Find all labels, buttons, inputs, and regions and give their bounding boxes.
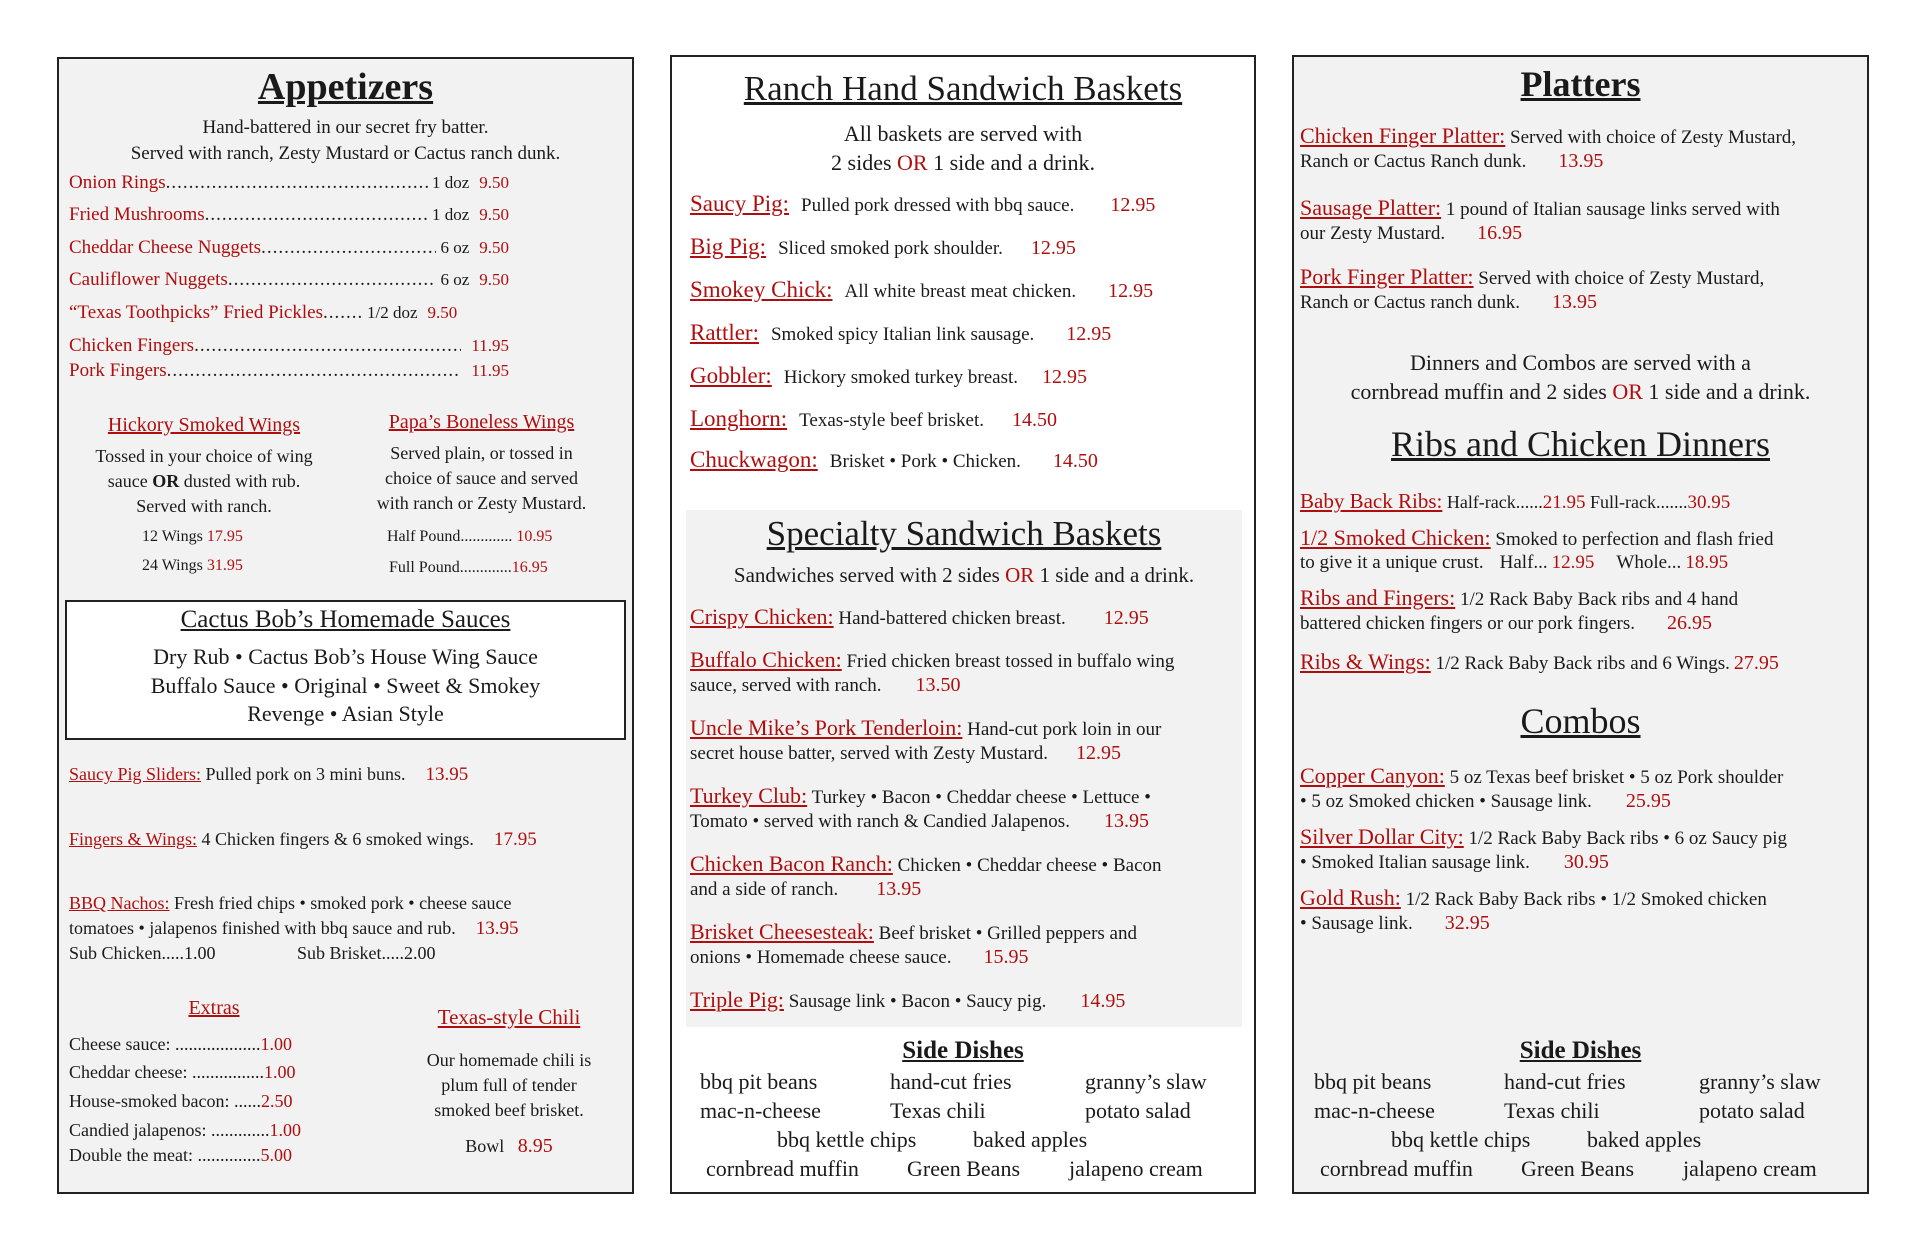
ranch-item-price: 12.95 — [1110, 194, 1156, 216]
side-item: Green Beans — [907, 1156, 1021, 1181]
appetizer-name: Fried Mushrooms — [69, 204, 205, 225]
nachos-desc-1: Fresh fried chips • smoked pork • cheese sauce — [169, 893, 512, 913]
appetizer-name: Chicken Fingers — [69, 335, 195, 356]
appetizer-size: 1/2 doz — [366, 303, 418, 322]
platter-item — [1300, 195, 1780, 221]
nachos-price: 13.95 — [475, 918, 519, 939]
side-item: jalapeno cream — [1069, 1156, 1203, 1181]
dinner-item — [1300, 489, 1730, 514]
combo-name: Gold Rush: — [1300, 885, 1401, 910]
appetizer-item — [69, 172, 509, 194]
boneless-option-price: 10.95 — [516, 528, 553, 545]
appetizer-name: Onion Rings — [69, 172, 166, 193]
extra-name: Cheese sauce: ................... — [69, 1034, 261, 1054]
specialty-item — [690, 783, 1151, 809]
platter-desc-1: Served with choice of Zesty Mustard, — [1505, 127, 1797, 148]
specialty-item-desc: Fried chicken breast tossed in buffalo wing — [841, 651, 1175, 672]
appetizer-name: Pork Fingers — [69, 360, 167, 381]
side-item: potato salad — [1085, 1098, 1191, 1123]
specialty-item-desc: Hand-battered chicken breast. — [833, 608, 1066, 629]
specialty-item-line-2 — [690, 946, 1028, 969]
side-item: bbq pit beans — [700, 1069, 818, 1094]
specialty-item-name: Chicken Bacon Ranch: — [690, 851, 893, 876]
sauces-line-1: Dry Rub • Cactus Bob’s House Wing Sauce — [153, 644, 538, 669]
dinner-desc-2: to give it a unique crust. — [1300, 552, 1484, 573]
ranch-item — [690, 191, 1155, 217]
dinner-note-2b: 1 side and a drink. — [1642, 379, 1811, 404]
ranch-item-name: Rattler: — [690, 320, 759, 345]
appetizer-name: Cheddar Cheese Nuggets — [69, 237, 262, 258]
appetizer-item — [69, 302, 509, 324]
specialty-item-price: 13.95 — [876, 878, 922, 900]
nachos-name: BBQ Nachos: — [69, 893, 170, 913]
side-item: bbq kettle chips — [1391, 1127, 1531, 1152]
specialty-panel — [686, 510, 1242, 1027]
specialty-item-price: 14.95 — [1080, 990, 1126, 1012]
chili-desc-2: plum full of tender — [441, 1075, 577, 1095]
boneless-option-label: Full Pound — [389, 559, 460, 576]
side-item: potato salad — [1699, 1098, 1805, 1123]
platter-item-line-2 — [1300, 291, 1597, 314]
side-item: hand-cut fries — [890, 1069, 1012, 1094]
wings-desc-3: Served with ranch. — [136, 496, 272, 516]
appetizer-price: 9.50 — [479, 205, 509, 224]
dinner-half-price: 21.95 — [1542, 492, 1586, 513]
sides-list — [672, 1069, 1254, 1179]
extra-item — [69, 1145, 292, 1166]
dinner-item — [1300, 585, 1738, 611]
appetizer-item — [69, 335, 509, 357]
dinner-price: 27.95 — [1733, 652, 1779, 674]
fingers-wings-name: Fingers & Wings: — [69, 829, 197, 849]
appetizer-item — [69, 204, 509, 226]
combo-desc-2: • 5 oz Smoked chicken • Sausage link. — [1300, 791, 1592, 812]
nachos-sub-brisket: Sub Brisket.....2.00 — [297, 943, 436, 963]
ranch-sub-1: All baskets are served with — [843, 121, 1083, 146]
platter-name: Sausage Platter: — [1300, 195, 1442, 220]
specialty-item-line-2 — [690, 674, 961, 697]
dinner-half-price: 12.95 — [1551, 552, 1595, 573]
sauces-title: Cactus Bob’s Homemade Sauces — [180, 606, 511, 633]
ranch-title: Ranch Hand Sandwich Baskets — [743, 69, 1183, 108]
dinner-note-2a: cornbread muffin and 2 sides — [1350, 379, 1613, 404]
appetizer-item — [69, 237, 509, 259]
specialty-item-desc-2: sauce, served with ranch. — [690, 675, 882, 696]
wings-desc-2 — [59, 471, 349, 492]
side-item: jalapeno cream — [1683, 1156, 1817, 1181]
nachos-item — [69, 893, 512, 914]
specialty-item — [690, 715, 1161, 741]
ranch-item-name: Smokey Chick: — [690, 277, 833, 302]
sides-title: Side Dishes — [902, 1037, 1024, 1064]
combo-desc-1: 5 oz Texas beef brisket • 5 oz Pork shoulder — [1444, 767, 1784, 788]
wings-title: Hickory Smoked Wings — [107, 414, 301, 436]
ranch-item-name: Chuckwagon: — [690, 447, 818, 472]
ranch-item-price: 12.95 — [1066, 323, 1112, 345]
extra-item — [69, 1034, 292, 1055]
platters-title: Platters — [1520, 64, 1641, 104]
platter-price: 13.95 — [1558, 150, 1604, 172]
combo-desc-2: • Sausage link. — [1300, 913, 1413, 934]
side-item: granny’s slaw — [1699, 1069, 1821, 1094]
extra-item — [69, 1062, 295, 1083]
combo-desc-1: 1/2 Rack Baby Back ribs • 6 oz Saucy pig — [1463, 828, 1788, 849]
extra-name: Candied jalapenos: ............. — [69, 1120, 270, 1140]
specialty-item-desc: Chicken • Cheddar cheese • Bacon — [892, 855, 1162, 876]
boneless-desc-3: with ranch or Zesty Mustard. — [376, 493, 587, 513]
ranch-item-desc: Pulled pork dressed with bbq sauce. — [801, 195, 1075, 216]
ranch-sub-2a: 2 sides — [831, 150, 898, 175]
appetizer-price: 9.50 — [479, 270, 509, 289]
specialty-item-price: 12.95 — [1076, 742, 1122, 764]
ranch-item — [690, 320, 1111, 346]
dinner-desc-1: 1/2 Rack Baby Back ribs and 4 hand — [1455, 589, 1739, 610]
specialty-item-name: Uncle Mike’s Pork Tenderloin: — [690, 715, 963, 740]
specialty-item — [690, 851, 1162, 877]
chili-bowl-label: Bowl — [465, 1136, 505, 1156]
dinner-desc: 1/2 Rack Baby Back ribs and 6 Wings. — [1430, 653, 1730, 674]
appetizer-price: 11.95 — [471, 361, 509, 380]
specialty-title: Specialty Sandwich Baskets — [766, 514, 1162, 553]
specialty-item — [690, 919, 1137, 945]
dinner-price: 26.95 — [1667, 612, 1713, 634]
ranch-sub-2b: 1 side and a drink. — [927, 150, 1095, 175]
platter-item-line-2 — [1300, 222, 1522, 245]
appetizer-size: 6 oz — [440, 238, 470, 257]
sliders-item — [69, 764, 468, 786]
combo-price: 30.95 — [1563, 851, 1609, 873]
fingers-wings-item — [69, 829, 537, 851]
specialty-item-line-2 — [690, 742, 1121, 765]
wings-option-label: 12 Wings — [142, 528, 203, 545]
combo-item-line-2 — [1300, 790, 1671, 813]
platter-item-line-2 — [1300, 150, 1603, 173]
wings-option — [142, 528, 243, 546]
specialty-item-line-2 — [690, 810, 1149, 833]
side-item: Green Beans — [1521, 1156, 1635, 1181]
specialty-item-desc: Hand-cut pork loin in our — [962, 719, 1162, 740]
dinner-desc-2: battered chicken fingers or our pork fingers. — [1300, 613, 1636, 634]
appetizers-panel — [57, 57, 634, 1194]
dinner-full-label: Full-rack....... — [1585, 492, 1688, 512]
extra-price: 1.00 — [260, 1034, 292, 1054]
ranch-item — [690, 447, 1098, 473]
platters-panel — [1292, 55, 1869, 1194]
ranch-item-desc: Sliced smoked pork shoulder. — [778, 238, 1003, 259]
ranch-item-name: Gobbler: — [690, 363, 772, 388]
combo-desc-1: 1/2 Rack Baby Back ribs • 1/2 Smoked chicken — [1400, 889, 1767, 910]
combo-name: Copper Canyon: — [1300, 763, 1445, 788]
sides-list — [1294, 1069, 1867, 1179]
platter-desc-2: Ranch or Cactus Ranch dunk. — [1300, 151, 1527, 172]
wings-desc-2b: dusted with rub. — [179, 471, 301, 491]
ranch-item — [690, 234, 1076, 260]
ranch-sub-2 — [672, 150, 1254, 176]
ranch-item-desc: Hickory smoked turkey breast. — [783, 367, 1019, 388]
specialty-item-line-2 — [690, 878, 921, 901]
side-item: Texas chili — [890, 1098, 986, 1123]
boneless-desc-1: Served plain, or tossed in — [390, 443, 573, 463]
wings-option-price: 31.95 — [206, 557, 243, 574]
appetizer-size: 1 doz — [431, 205, 470, 224]
fingers-wings-price: 17.95 — [493, 829, 537, 850]
boneless-option-label: Half Pound — [387, 528, 461, 545]
appetizer-price: 9.50 — [479, 173, 509, 192]
dinner-name: Ribs and Fingers: — [1300, 585, 1456, 610]
side-item: baked apples — [1587, 1127, 1702, 1152]
dinner-note-2 — [1294, 379, 1867, 405]
chili-desc-1: Our homemade chili is — [426, 1050, 592, 1070]
sauces-line-3: Revenge • Asian Style — [247, 701, 444, 726]
extra-price: 5.00 — [260, 1145, 292, 1165]
combo-item — [1300, 885, 1767, 911]
ranch-item-name: Longhorn: — [690, 406, 788, 431]
specialty-subtitle — [686, 563, 1242, 588]
extras-title: Extras — [188, 997, 240, 1019]
ranch-item-desc: All white breast meat chicken. — [844, 281, 1077, 302]
appetizer-price: 9.50 — [427, 303, 458, 322]
appetizer-item — [69, 360, 509, 382]
specialty-item-desc-2: onions • Homemade cheese sauce. — [690, 947, 952, 968]
specialty-item — [690, 604, 1149, 630]
appetizers-title: Appetizers — [257, 66, 434, 108]
appetizer-size: 1 doz — [431, 173, 470, 192]
ranch-item-price: 12.95 — [1108, 280, 1154, 302]
combo-desc-2: • Smoked Italian sausage link. — [1300, 852, 1530, 873]
boneless-title: Papa’s Boneless Wings — [388, 411, 575, 433]
appetizer-item — [69, 269, 509, 291]
fingers-wings-desc: 4 Chicken fingers & 6 smoked wings. — [196, 829, 474, 849]
extra-name: House-smoked bacon: ...... — [69, 1091, 261, 1111]
dinner-name: Baby Back Ribs: — [1300, 489, 1443, 513]
extra-price: 1.00 — [269, 1120, 301, 1140]
combo-price: 32.95 — [1444, 912, 1490, 934]
ranch-item-name: Big Pig: — [690, 234, 767, 259]
ranch-item-price: 14.50 — [1012, 409, 1058, 431]
specialty-item-name: Brisket Cheesesteak: — [690, 919, 874, 944]
dinners-title: Ribs and Chicken Dinners — [1391, 424, 1770, 464]
specialty-sub-b: 1 side and a drink. — [1034, 563, 1195, 587]
platter-desc-2: Ranch or Cactus ranch dunk. — [1300, 292, 1521, 313]
extra-name: Double the meat: .............. — [69, 1145, 261, 1165]
combo-name: Silver Dollar City: — [1300, 824, 1464, 849]
platter-name: Chicken Finger Platter: — [1300, 123, 1506, 148]
platter-item — [1300, 264, 1764, 290]
side-item: mac-n-cheese — [1314, 1098, 1435, 1123]
ranch-item — [690, 406, 1057, 432]
side-item: Texas chili — [1504, 1098, 1600, 1123]
boneless-option: Half Pound............. 10.95 — [387, 528, 553, 545]
appetizer-price: 9.50 — [479, 238, 509, 257]
side-item: baked apples — [973, 1127, 1088, 1152]
platter-name: Pork Finger Platter: — [1300, 264, 1474, 289]
dinner-name: 1/2 Smoked Chicken: — [1300, 525, 1491, 550]
side-item: bbq pit beans — [1314, 1069, 1432, 1094]
specialty-item-desc: Beef brisket • Grilled peppers and — [873, 923, 1137, 944]
extra-price: 2.50 — [260, 1091, 293, 1111]
dinner-item-line-2 — [1300, 612, 1712, 635]
extra-price: 1.00 — [263, 1062, 296, 1082]
specialty-item-name: Buffalo Chicken: — [690, 647, 842, 672]
specialty-item-desc-2: secret house batter, served with Zesty Mustard. — [690, 743, 1049, 764]
dinner-half-label: Half-rack...... — [1442, 492, 1543, 512]
combo-item-line-2 — [1300, 912, 1490, 935]
ranch-item-desc: Brisket • Pork • Chicken. — [829, 451, 1021, 472]
nachos-sub-chicken: Sub Chicken.....1.00 — [69, 943, 216, 963]
sauces-box — [65, 600, 626, 740]
wings-desc-1: Tossed in your choice of wing — [95, 446, 313, 466]
dinner-desc-1: Smoked to perfection and flash fried — [1490, 529, 1774, 550]
dinner-item — [1300, 525, 1773, 551]
appetizer-size: 6 oz — [440, 270, 470, 289]
platter-desc-2: our Zesty Mustard. — [1300, 223, 1446, 244]
ranch-sub-or: OR — [897, 150, 928, 175]
ranch-item-desc: Texas-style beef brisket. — [799, 410, 985, 431]
specialty-item-price: 13.50 — [915, 674, 961, 696]
sandwich-panel — [670, 55, 1256, 1194]
combos-title: Combos — [1520, 701, 1641, 741]
appetizer-name: “Texas Toothpicks” Fried Pickles — [69, 302, 323, 323]
ranch-item — [690, 363, 1087, 389]
dinner-note-or: OR — [1612, 379, 1643, 404]
extra-name: Cheddar cheese: ................ — [69, 1062, 264, 1082]
appetizer-name: Cauliflower Nuggets — [69, 269, 228, 290]
appetizers-intro-2: Served with ranch, Zesty Mustard or Cactus ranch dunk. — [130, 143, 561, 164]
chili-title: Texas-style Chili — [437, 1005, 581, 1029]
ranch-item-price: 12.95 — [1042, 366, 1088, 388]
nachos-line-2 — [69, 918, 518, 940]
sliders-name: Saucy Pig Sliders: — [69, 764, 202, 784]
appetizers-intro-1: Hand-battered in our secret fry batter. — [202, 117, 489, 138]
side-item: mac-n-cheese — [700, 1098, 821, 1123]
dinner-name: Ribs & Wings: — [1300, 649, 1431, 674]
side-item: bbq kettle chips — [777, 1127, 917, 1152]
chili-bowl-price: 8.95 — [517, 1135, 553, 1157]
dinner-item — [1300, 649, 1779, 675]
wings-desc-or: OR — [152, 471, 180, 491]
appetizer-price: 11.95 — [471, 336, 509, 355]
dinner-half-label: Half... — [1499, 552, 1548, 573]
side-item: hand-cut fries — [1504, 1069, 1626, 1094]
platter-item — [1300, 123, 1796, 149]
side-item: cornbread muffin — [1320, 1156, 1473, 1181]
platter-price: 13.95 — [1552, 291, 1598, 313]
boneless-option-price: 16.95 — [511, 559, 548, 576]
ranch-item-desc: Smoked spicy Italian link sausage. — [770, 324, 1035, 345]
combo-item — [1300, 824, 1787, 850]
dinner-whole-price: 18.95 — [1685, 552, 1729, 573]
ranch-item — [690, 277, 1153, 303]
sauces-line-2: Buffalo Sauce • Original • Sweet & Smokey — [150, 673, 541, 698]
dinner-note-1: Dinners and Combos are served with a — [1410, 350, 1751, 375]
specialty-item-price: 15.95 — [983, 946, 1029, 968]
nachos-desc-2: tomatoes • jalapenos finished with bbq sauce and rub. — [69, 918, 456, 938]
wings-option-price: 17.95 — [206, 528, 243, 545]
sliders-price: 13.95 — [425, 764, 469, 785]
specialty-item — [690, 647, 1174, 673]
dinner-whole-label: Whole... — [1616, 552, 1682, 573]
specialty-item-name: Triple Pig: — [690, 987, 784, 1012]
specialty-item-name: Turkey Club: — [690, 783, 808, 808]
boneless-desc-2: choice of sauce and served — [385, 468, 578, 488]
specialty-item — [690, 987, 1125, 1013]
combo-price: 25.95 — [1625, 790, 1671, 812]
platter-price: 16.95 — [1477, 222, 1523, 244]
wings-desc-2a: sauce — [107, 471, 153, 491]
combo-item — [1300, 763, 1783, 789]
platter-desc-1: Served with choice of Zesty Mustard, — [1473, 268, 1765, 289]
wings-option-label: 24 Wings — [142, 557, 203, 574]
dinner-full-price: 30.95 — [1687, 492, 1731, 513]
specialty-item-desc-2: and a side of ranch. — [690, 879, 839, 900]
side-item: granny’s slaw — [1085, 1069, 1207, 1094]
chili-bowl — [394, 1135, 624, 1158]
chili-desc-3: smoked beef brisket. — [434, 1100, 584, 1120]
extra-item — [69, 1091, 292, 1112]
specialty-item-name: Crispy Chicken: — [690, 604, 834, 629]
specialty-item-desc: Turkey • Bacon • Cheddar cheese • Lettuce • — [807, 787, 1151, 808]
platter-desc-1: 1 pound of Italian sausage links served with — [1441, 199, 1780, 220]
specialty-item-price: 12.95 — [1103, 607, 1149, 629]
ranch-item-name: Saucy Pig: — [690, 191, 790, 216]
sides-title: Side Dishes — [1519, 1037, 1642, 1064]
ranch-item-price: 12.95 — [1030, 237, 1076, 259]
extra-item — [69, 1120, 301, 1141]
wings-option — [142, 557, 243, 575]
specialty-item-desc-2: Tomato • served with ranch & Candied Jalapenos. — [690, 811, 1070, 832]
side-item: cornbread muffin — [706, 1156, 859, 1181]
specialty-item-desc: Sausage link • Bacon • Saucy pig. — [783, 991, 1047, 1012]
specialty-item-price: 13.95 — [1103, 810, 1149, 832]
combo-item-line-2 — [1300, 851, 1609, 874]
boneless-option: Full Pound.............16.95 — [389, 559, 548, 576]
dinner-item-line-2 — [1300, 552, 1728, 574]
ranch-item-price: 14.50 — [1052, 450, 1098, 472]
specialty-sub-or: OR — [1005, 563, 1035, 587]
sliders-desc: Pulled pork on 3 mini buns. — [201, 764, 406, 784]
specialty-sub-a: Sandwiches served with 2 sides — [733, 563, 1006, 587]
